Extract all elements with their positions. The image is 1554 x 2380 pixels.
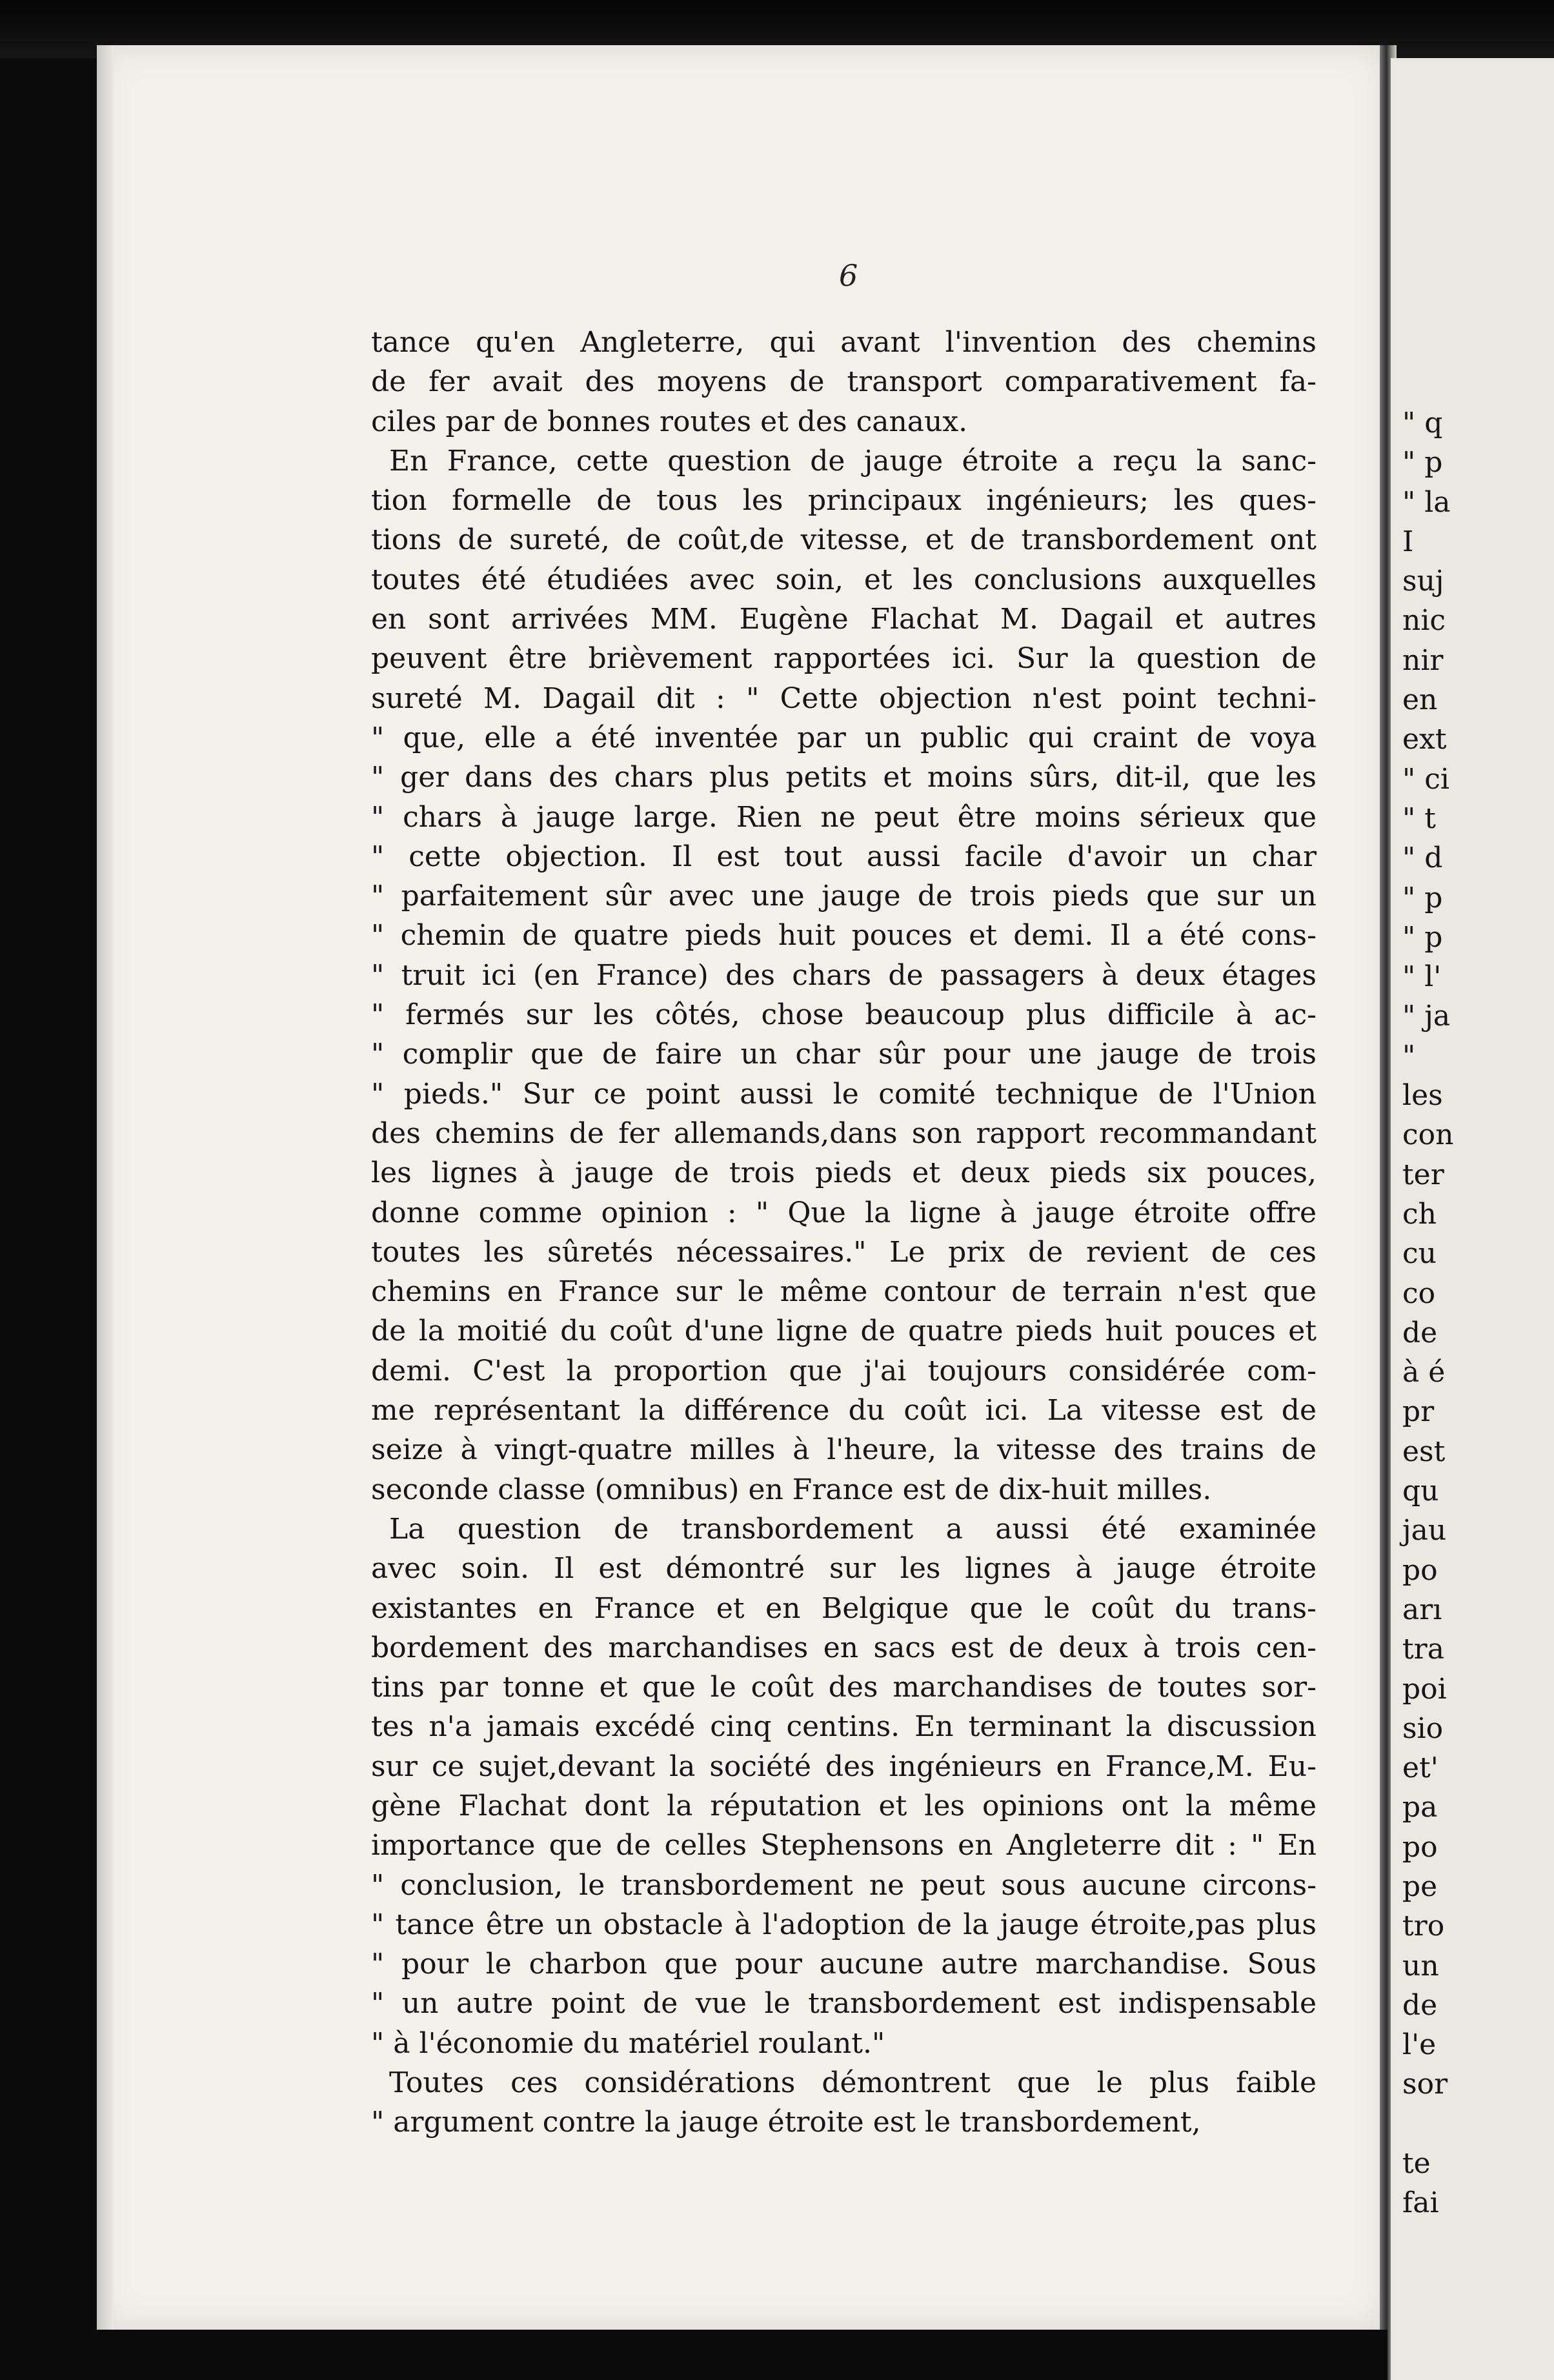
adjacent-page-text-fragments (1402, 403, 1453, 2223)
text-line: peuvent être brièvement rapportées ici. Sur la question de (371, 642, 1317, 676)
text-line: " conclusion, le transbordement ne peut sous aucune circons- (371, 1868, 1317, 1902)
adjacent-text-fragment: sor (1402, 2068, 1448, 2101)
text-line: avec soin. Il est démontré sur les lignes à jauge étroite (371, 1552, 1317, 1586)
adjacent-text-fragment: sio (1402, 1711, 1444, 1745)
text-line: gène Flachat dont la réputation et les opinions ont la même (371, 1789, 1317, 1822)
text-line: " chemin de quatre pieds huit pouces et demi. Il a été cons- (371, 919, 1317, 953)
text-line: tins par tonne et que le coût des marchandises de toutes sor- (371, 1671, 1317, 1704)
adjacent-text-fragment: en (1402, 683, 1438, 717)
adjacent-text-fragment: et' (1402, 1751, 1438, 1785)
adjacent-text-fragment: l'e (1402, 2028, 1437, 2062)
adjacent-text-fragment: suj (1402, 565, 1444, 598)
text-line: " fermés sur les côtés, chose beaucoup plus difficile à ac- (371, 998, 1317, 1032)
text-line: seconde classe (omnibus) en France est de dix-huit milles. (371, 1473, 1212, 1506)
adjacent-text-fragment: pr (1402, 1395, 1435, 1429)
text-line: tes n'a jamais excédé cinq centins. En terminant la discussion (371, 1710, 1317, 1744)
text-line: En France, cette question de jauge étroite a reçu la sanc- (389, 444, 1317, 478)
adjacent-text-fragment: ch (1402, 1197, 1437, 1231)
adjacent-text-fragment: " p (1402, 920, 1443, 954)
page-left-edge (97, 45, 114, 2330)
page-body-text (371, 323, 1317, 2143)
adjacent-text-fragment: " (1402, 1039, 1416, 1073)
adjacent-text-fragment: fai (1402, 2186, 1439, 2220)
text-line: chemins en France sur le même contour de terrain n'est que (371, 1275, 1317, 1309)
adjacent-text-fragment: un (1402, 1949, 1439, 1982)
adjacent-text-fragment: co (1402, 1276, 1436, 1310)
adjacent-text-fragment: " q (1402, 407, 1443, 439)
text-line: sur ce sujet,devant la société des ingénieurs en France,M. Eu- (371, 1750, 1317, 1783)
adjacent-text-fragment: ter (1402, 1158, 1444, 1191)
text-line: La question de transbordement a aussi été examinée (389, 1512, 1317, 1546)
adjacent-text-fragment: " ja (1402, 1000, 1451, 1033)
adjacent-text-fragment: I (1402, 525, 1414, 558)
adjacent-text-fragment: " p (1402, 881, 1443, 914)
text-line: " argument contre la jauge étroite est le transbordement, (371, 2106, 1201, 2139)
adjacent-text-fragment: nir (1402, 643, 1444, 677)
adjacent-text-fragment: jau (1402, 1514, 1447, 1548)
adjacent-text-fragment: est (1402, 1435, 1446, 1468)
text-line: toutes les sûretés nécessaires." Le prix de revient de ces (371, 1235, 1317, 1269)
adjacent-text-fragment: po (1402, 1830, 1438, 1864)
text-line: donne comme opinion : " Que la ligne à jauge étroite offre (371, 1196, 1317, 1229)
adjacent-text-fragment (1402, 2104, 1453, 2144)
adjacent-text-fragment: te (1402, 2147, 1431, 2181)
text-line: " cette objection. Il est tout aussi facile d'avoir un char (371, 840, 1317, 873)
text-line: importance que de celles Stephensons en Angleterre dit : " En (371, 1829, 1317, 1862)
text-line: toutes été étudiées avec soin, et les conclusions auxquelles (371, 563, 1317, 596)
text-line: de fer avait des moyens de transport comparativement fa- (371, 365, 1317, 399)
text-line: des chemins de fer allemands,dans son rapport recommandant (371, 1116, 1317, 1150)
adjacent-text-fragment: de (1402, 1988, 1438, 2022)
text-line: tance qu'en Angleterre, qui avant l'invention des chemins (371, 326, 1317, 359)
text-line: ciles par de bonnes routes et des canaux. (371, 405, 968, 438)
adjacent-text-fragment: cu (1402, 1237, 1437, 1271)
text-line: " ger dans des chars plus petits et moins sûrs, dit-il, que les (371, 761, 1317, 794)
text-line: bordement des marchandises en sacs est de deux à trois cen- (371, 1631, 1317, 1664)
text-line: " tance être un obstacle à l'adoption de la jauge étroite,pas plus (371, 1908, 1317, 1941)
adjacent-text-fragment: les (1402, 1079, 1443, 1113)
text-line: " un autre point de vue le transbordement est indispensable (371, 1987, 1317, 2021)
adjacent-text-fragment: " ci (1402, 762, 1449, 796)
page-number: 6 (839, 258, 858, 293)
text-line: en sont arrivées MM. Eugène Flachat M. Dagail et autres (371, 603, 1317, 636)
adjacent-text-fragment: " p (1402, 446, 1443, 479)
text-line: sureté M. Dagail dit : " Cette objection n'est point techni- (371, 681, 1317, 715)
adjacent-text-fragment: poi (1402, 1672, 1447, 1706)
adjacent-text-fragment: po (1402, 1553, 1438, 1587)
text-line: de la moitié du coût d'une ligne de quatre pieds huit pouces et (371, 1315, 1317, 1348)
adjacent-page (1391, 58, 1554, 2380)
text-line: existantes en France et en Belgique que le coût du trans- (371, 1591, 1317, 1625)
text-line: les lignes à jauge de trois pieds et deux pieds six pouces, (371, 1156, 1317, 1190)
adjacent-text-fragment: nic (1402, 604, 1446, 638)
adjacent-text-fragment: de (1402, 1316, 1438, 1349)
text-line: " pour le charbon que pour aucune autre marchandise. Sous (371, 1948, 1317, 1981)
text-line: Toutes ces considérations démontrent que le plus faible (389, 2066, 1317, 2100)
text-line: tions de sureté, de coût,de vitesse, et de transbordement ont (371, 523, 1317, 557)
text-line: me représentant la différence du coût ici. La vitesse est de (371, 1394, 1317, 1427)
adjacent-text-fragment: " d (1402, 842, 1443, 875)
text-line: " que, elle a été inventée par un public qui craint de voya (371, 721, 1317, 754)
adjacent-text-fragment: " t (1402, 802, 1436, 835)
text-line: " complir que de faire un char sûr pour une jauge de trois (371, 1038, 1317, 1071)
adjacent-text-fragment: pe (1402, 1870, 1438, 1903)
text-line: " chars à jauge large. Rien ne peut être moins sérieux que (371, 800, 1317, 834)
text-line: demi. C'est la proportion que j'ai toujours considérée com- (371, 1354, 1317, 1387)
adjacent-text-fragment: qu (1402, 1475, 1439, 1508)
adjacent-text-fragment: " l' (1402, 960, 1442, 994)
adjacent-text-fragment: à é (1402, 1356, 1446, 1389)
adjacent-text-fragment: con (1402, 1118, 1454, 1152)
adjacent-text-fragment: arı (1402, 1593, 1442, 1626)
text-line: tion formelle de tous les principaux ingénieurs; les ques- (371, 484, 1317, 518)
adjacent-text-fragment: ext (1402, 723, 1447, 756)
adjacent-text-fragment: " la (1402, 485, 1451, 519)
scan-bottom-border (0, 2330, 1388, 2380)
text-line: " parfaitement sûr avec une jauge de trois pieds que sur un (371, 880, 1317, 913)
text-line: " pieds." Sur ce point aussi le comité technique de l'Union (371, 1077, 1317, 1111)
adjacent-text-fragment: tra (1402, 1633, 1444, 1666)
text-line: seize à vingt-quatre milles à l'heure, la vitesse des trains de (371, 1433, 1317, 1467)
text-line: " truit ici (en France) des chars de passagers à deux étages (371, 958, 1317, 992)
adjacent-text-fragment: tro (1402, 1910, 1445, 1943)
adjacent-text-fragment: pa (1402, 1791, 1438, 1824)
text-line: " à l'économie du matériel roulant." (371, 2026, 885, 2060)
